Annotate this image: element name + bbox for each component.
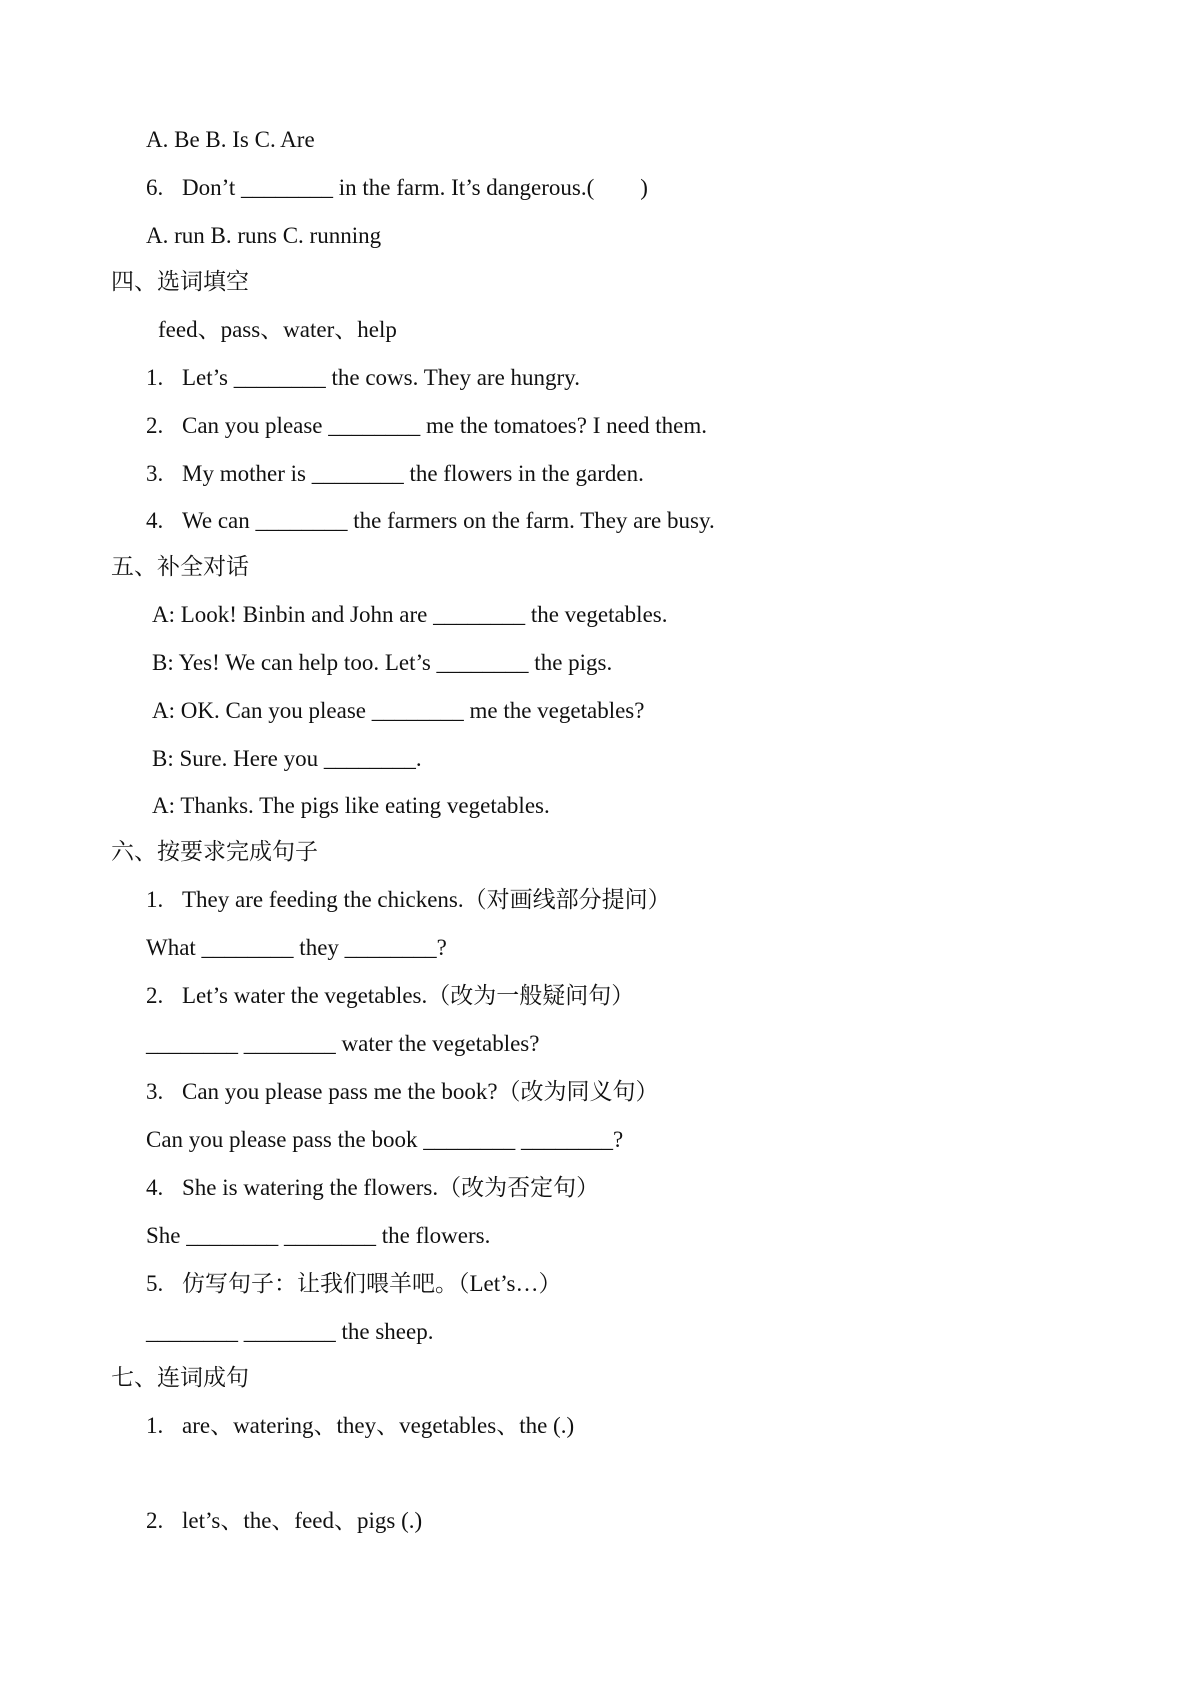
q6-options: A. run B. runs C. running [146, 223, 382, 248]
dialog-line: A: Look! Binbin and John are ________ the vegetables. [152, 602, 668, 627]
section-6-heading: 六、按要求完成句子 [111, 839, 318, 864]
item-text: are、watering、they、vegetables、the (.) [182, 1413, 575, 1438]
section-5-heading: 五、补全对话 [111, 554, 249, 579]
answer-line: ________ ________ water the vegetables? [146, 1031, 540, 1056]
item-text: 仿写句子：让我们喂羊吧。（Let’s…） [182, 1271, 562, 1296]
section-6-item [146, 984, 634, 1007]
item-number: 3. [146, 461, 164, 486]
dialog-line: A: OK. Can you please ________ me the vegetables? [152, 698, 645, 723]
item-text: Let’s ________ the cows. They are hungry. [182, 365, 580, 390]
item-number: 4. [146, 1175, 164, 1200]
section-7-item [146, 1414, 574, 1437]
item-number: 2. [146, 1508, 164, 1533]
q5-options: A. Be B. Is C. Are [146, 127, 315, 152]
item-number: 2. [146, 983, 164, 1008]
item-number: 1. [146, 1413, 164, 1438]
section-7-item [146, 1509, 422, 1532]
section-6-item [146, 1176, 599, 1199]
item-number: 1. [146, 887, 164, 912]
section-4-item [146, 509, 715, 532]
item-text: We can ________ the farmers on the farm. They are busy. [182, 508, 715, 533]
answer-line: Can you please pass the book ________ ________? [146, 1127, 624, 1152]
item-number: 1. [146, 365, 164, 390]
section-4-item [146, 462, 644, 485]
item-text: Let’s water the vegetables.（改为一般疑问句） [182, 983, 635, 1008]
item-number: 3. [146, 1079, 164, 1104]
answer-line: She ________ ________ the flowers. [146, 1223, 491, 1248]
question-text: Don’t ________ in the farm. It’s dangerous.( ) [182, 175, 648, 200]
dialog-line: A: Thanks. The pigs like eating vegetables. [152, 793, 550, 818]
dialog-line: B: Yes! We can help too. Let’s ________ the pigs. [152, 650, 613, 675]
answer-line: What ________ they ________? [146, 935, 447, 960]
item-text: She is watering the flowers.（改为否定句） [182, 1175, 600, 1200]
section-4-item [146, 366, 580, 389]
question-6 [146, 176, 648, 199]
item-number: 4. [146, 508, 164, 533]
section-6-item [146, 1272, 562, 1295]
item-text: let’s、the、feed、pigs (.) [182, 1508, 423, 1533]
word-bank: feed、pass、water、help [158, 317, 397, 342]
section-7-heading: 七、连词成句 [111, 1365, 249, 1390]
section-6-item [146, 1080, 659, 1103]
answer-line: ________ ________ the sheep. [146, 1319, 434, 1344]
question-number: 6. [146, 175, 164, 200]
item-text: Can you please ________ me the tomatoes? I need them. [182, 413, 708, 438]
item-number: 2. [146, 413, 164, 438]
item-text: They are feeding the chickens.（对画线部分提问） [182, 887, 671, 912]
section-4-item [146, 414, 707, 437]
section-4-heading: 四、选词填空 [111, 269, 249, 294]
item-text: My mother is ________ the flowers in the garden. [182, 461, 644, 486]
section-6-item [146, 888, 671, 911]
item-number: 5. [146, 1271, 164, 1296]
item-text: Can you please pass me the book?（改为同义句） [182, 1079, 659, 1104]
dialog-line: B: Sure. Here you ________. [152, 746, 422, 771]
